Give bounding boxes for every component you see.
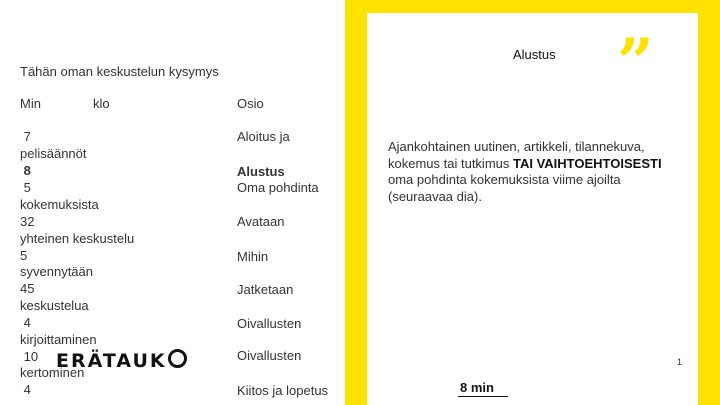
card-body [388, 139, 688, 205]
section-label: Jatketaan [237, 282, 294, 297]
section-label: Avataan [237, 214, 285, 229]
quote-icon: ” [617, 25, 648, 100]
agenda-line: 45 [20, 281, 35, 296]
page-number: 1 [677, 357, 683, 367]
agenda-line: kokemuksista [20, 197, 99, 212]
card-body-emphasis: TAI VAIHTOEHTOISESTI [513, 155, 662, 171]
section-label: Kiitos ja lopetus [237, 383, 329, 398]
agenda-line: 32 [20, 214, 35, 229]
agenda-line: 5 [20, 248, 28, 263]
section-label: Oivallusten [237, 348, 302, 363]
card-body-start: Ajankohtainen uutinen, artikkeli, tilannekuva, kokemus tai tutkimus [388, 139, 645, 171]
agenda-line: 4 [20, 382, 31, 397]
time-underline [458, 396, 508, 397]
agenda-line: pelisäännöt [20, 146, 87, 161]
agenda-panel [0, 0, 345, 405]
section-label: Alustus [237, 164, 285, 179]
section-label: Aloitus ja [237, 129, 290, 144]
agenda-line: yhteinen keskustelu [20, 231, 135, 246]
agenda-line: syvennytään [20, 264, 93, 279]
header-klo: klo [93, 96, 110, 111]
agenda-line: kirjoittaminen [20, 332, 97, 347]
logo-text: ERÄTAUK [56, 350, 167, 372]
section-label: Oivallusten [237, 316, 302, 331]
card-title: Alustus [513, 47, 556, 62]
agenda-line: 7 [20, 129, 31, 144]
header-osio: Osio [237, 96, 264, 111]
agenda-line: 10 [20, 349, 39, 364]
header-min: Min [20, 96, 41, 111]
agenda-line: keskustelua [20, 298, 89, 313]
time-label: 8 min [460, 380, 494, 395]
logo-ring-icon [168, 349, 187, 368]
section-label: Mihin [237, 249, 269, 264]
info-card [367, 13, 698, 405]
card-body-end: oma pohdinta kokemuksista viime ajoilta (seuraavaa dia). [388, 172, 621, 204]
eratauko-logo [56, 349, 187, 372]
question-title: Tähän oman keskustelun kysymys [20, 64, 219, 79]
agenda-line: kertominen [20, 365, 85, 380]
section-label: Oma pohdinta [237, 180, 319, 195]
agenda-line: 4 [20, 315, 31, 330]
agenda-line: 5 [20, 180, 31, 195]
agenda-line: 8 [20, 163, 31, 178]
